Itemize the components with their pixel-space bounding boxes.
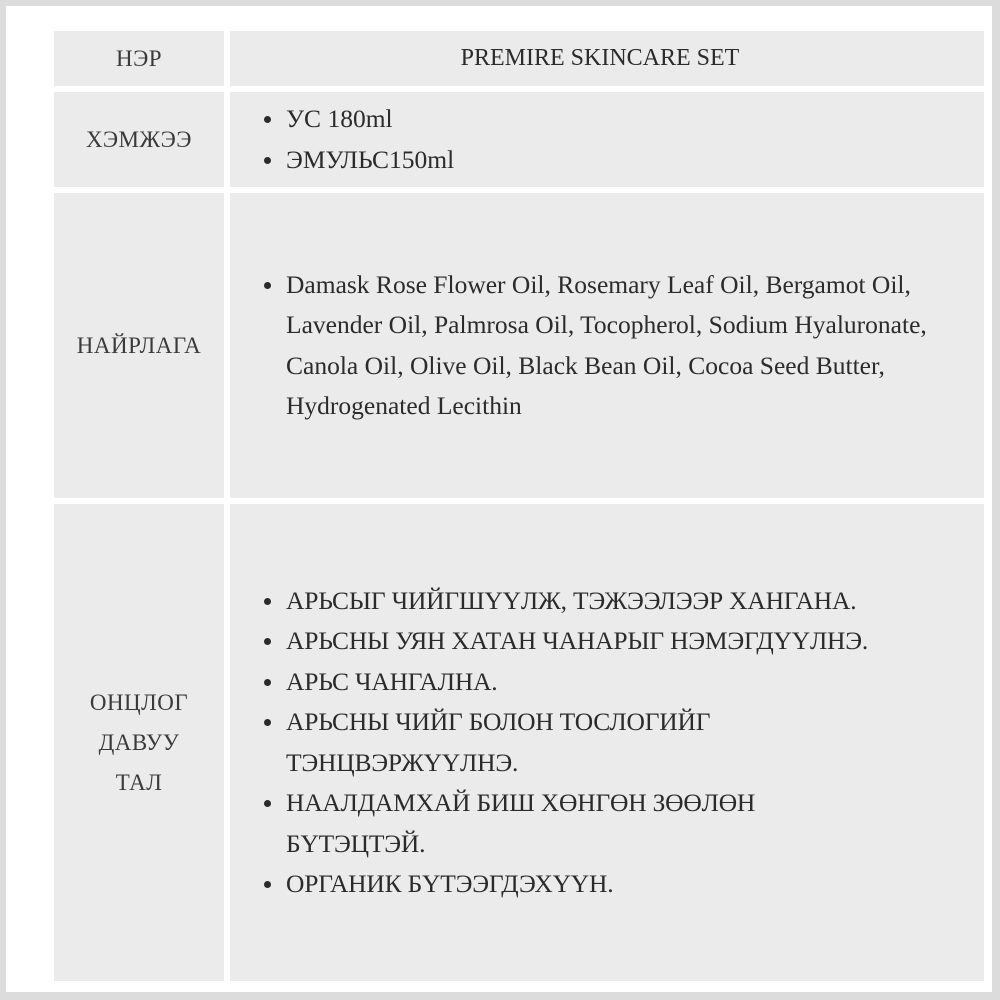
features-label — [90, 683, 188, 803]
size-item: УС 180ml — [262, 99, 970, 140]
ingredients-list — [262, 265, 970, 427]
size-list — [262, 99, 970, 180]
features-label-line: ОНЦЛОГ — [89, 689, 189, 715]
features-label-line: ДАВУУ — [98, 729, 180, 755]
features-value-cell — [230, 504, 984, 981]
size-label: ХЭМЖЭЭ — [86, 126, 192, 152]
ingredients-item: Damask Rose Flower Oil, Rosemary Leaf Oil, Bergamot Oil, Lavender Oil, Palmrosa Oil, Tocopherol, Sodium Hyaluronate, Canola Oil, Olive Oil, Black Bean Oil, Cocoa Seed Butter, Hydrogenated Lecithin — [262, 265, 970, 427]
ingredients-value-cell — [230, 193, 984, 498]
page-frame — [6, 6, 992, 992]
features-label-line: ТАЛ — [115, 769, 163, 795]
size-item: ЭМУЛЬС150ml — [262, 140, 970, 181]
size-label-cell — [54, 92, 224, 187]
ingredients-label: НАЙРЛАГА — [76, 332, 202, 358]
feature-item: АРЬС ЧАНГАЛНА. — [262, 662, 964, 703]
features-list — [262, 581, 964, 905]
name-value-cell — [230, 31, 984, 86]
ingredients-label-cell — [54, 193, 224, 498]
features-label-cell — [54, 504, 224, 981]
feature-item: АРЬСНЫ ЧИЙГ БОЛОН ТОСЛОГИЙГ ТЭНЦВЭРЖҮҮЛНЭ. — [262, 702, 846, 783]
name-label-cell — [54, 31, 224, 86]
product-spec-table — [54, 31, 984, 981]
size-value-cell — [230, 92, 984, 187]
feature-item: НААЛДАМХАЙ БИШ ХӨНГӨН ЗӨӨЛӨН БҮТЭЦТЭЙ. — [262, 783, 886, 864]
feature-item: АРЬСЫГ ЧИЙГШҮҮЛЖ, ТЭЖЭЭЛЭЭР ХАНГАНА. — [262, 581, 964, 622]
name-label: НЭР — [115, 45, 163, 71]
product-name: PREMIRE SKINCARE SET — [460, 45, 740, 72]
feature-item: ОРГАНИК БҮТЭЭГДЭХҮҮН. — [262, 864, 964, 905]
feature-item: АРЬСНЫ УЯН ХАТАН ЧАНАРЫГ НЭМЭГДҮҮЛНЭ. — [262, 621, 964, 662]
